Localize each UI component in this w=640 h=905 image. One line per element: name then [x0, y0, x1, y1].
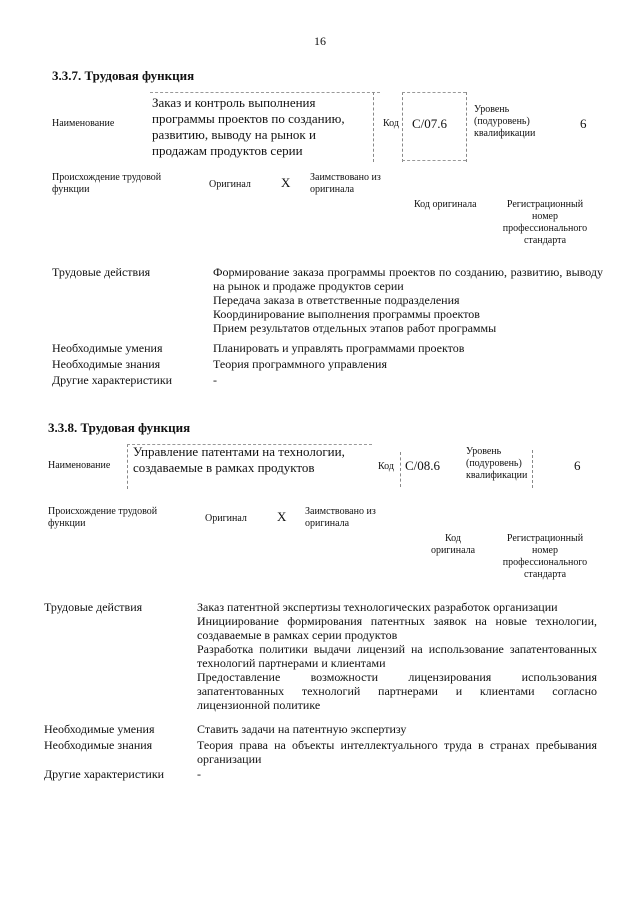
other-value-338: -	[197, 767, 201, 781]
level-label-338: Уровень (подуровень) квалификации	[466, 446, 528, 481]
other-value-337: -	[213, 373, 217, 387]
code-box-right-border	[466, 92, 467, 162]
original-mark-337: X	[281, 175, 291, 190]
name-box-right-border	[373, 92, 374, 162]
actions-label-337: Трудовые действия	[52, 265, 151, 279]
code-box-left-border-338	[400, 452, 401, 487]
name-box-left-border-338	[127, 444, 128, 489]
actions-label-338: Трудовые действия	[44, 600, 143, 614]
action-item: Инициирование формирования патентных заявок на новые технологии, создаваемые в рамках серии продуктов	[197, 614, 597, 642]
skills-label-337: Необходимые умения	[52, 341, 163, 355]
other-label-338: Другие характеристики	[44, 767, 165, 781]
code-box-left-border	[402, 92, 403, 162]
other-label-337: Другие характеристики	[52, 373, 173, 387]
page-number: 16	[314, 34, 326, 48]
action-item: Прием результатов отдельных этапов работ программы	[213, 321, 497, 335]
code-box-bottom-border	[402, 160, 466, 161]
knowledge-value-337: Теория программного управления	[213, 357, 387, 371]
reg-number-label-337: Регистрационный номер профессионального стандарта	[502, 199, 588, 246]
section-title-338: 3.3.8. Трудовая функция	[48, 420, 191, 435]
original-label-338: Оригинал	[205, 513, 247, 524]
original-mark-338: X	[277, 509, 287, 524]
name-box-top-border	[150, 92, 380, 93]
code-original-label-338: Код оригинала	[430, 533, 476, 556]
action-item: Передача заказа в ответственные подразделения	[213, 293, 460, 307]
actions-list-338	[197, 600, 597, 712]
knowledge-label-338: Необходимые знания	[44, 738, 153, 752]
borrowed-label-338: Заимствовано из оригинала	[305, 506, 376, 529]
level-value-338: 6	[574, 458, 581, 473]
level-label-337: Уровень (подуровень) квалификации	[474, 104, 536, 139]
skills-value-337: Планировать и управлять программами проектов	[213, 341, 465, 355]
knowledge-value-338: Теория права на объекты интеллектуального труда в странах пребывания организации	[197, 738, 597, 766]
action-item: Разработка политики выдачи лицензий на использование запатентованных технологий партнерами и клиентами	[197, 642, 597, 670]
code-box-top-border	[402, 92, 466, 93]
reg-number-label-338: Регистрационный номер профессионального стандарта	[502, 533, 588, 580]
skills-value-338: Ставить задачи на патентную экспертизу	[197, 722, 407, 736]
origin-label-337: Происхождение трудовой функции	[52, 172, 162, 195]
code-value-337: С/07.6	[412, 116, 448, 131]
name-value-337: Заказ и контроль выполнения программы проектов по созданию, развитию, выводу на рынок и продажам продуктов серии	[152, 95, 345, 158]
code-original-label-337: Код оригинала	[414, 199, 477, 210]
origin-label-338: Происхождение трудовой функции	[48, 506, 158, 529]
action-item: Формирование заказа программы проектов по созданию, развитию, выводу на рынок и продаже продуктов серии	[213, 265, 603, 293]
level-value-337: 6	[580, 116, 587, 131]
original-label-337: Оригинал	[209, 179, 251, 190]
action-item: Предоставление возможности лицензирования использования запатентованных технологий партнерами и клиентами согласно лицензионной политике	[197, 670, 597, 712]
code-label-338: Код	[378, 461, 394, 472]
borrowed-label-337: Заимствовано из оригинала	[310, 172, 381, 195]
section-title-337: 3.3.7. Трудовая функция	[52, 68, 195, 83]
action-item: Заказ патентной экспертизы технологических разработок организации	[197, 600, 558, 614]
actions-list-337	[213, 265, 603, 335]
name-label-338: Наименование	[48, 460, 111, 471]
code-label-337: Код	[383, 118, 399, 129]
code-value-338: С/08.6	[405, 458, 441, 473]
name-value-338: Управление патентами на технологии, создаваемые в рамках продуктов	[133, 444, 345, 475]
skills-label-338: Необходимые умения	[44, 722, 155, 736]
name-label-337: Наименование	[52, 118, 115, 129]
knowledge-label-337: Необходимые знания	[52, 357, 161, 371]
action-item: Координирование выполнения программы проектов	[213, 307, 480, 321]
